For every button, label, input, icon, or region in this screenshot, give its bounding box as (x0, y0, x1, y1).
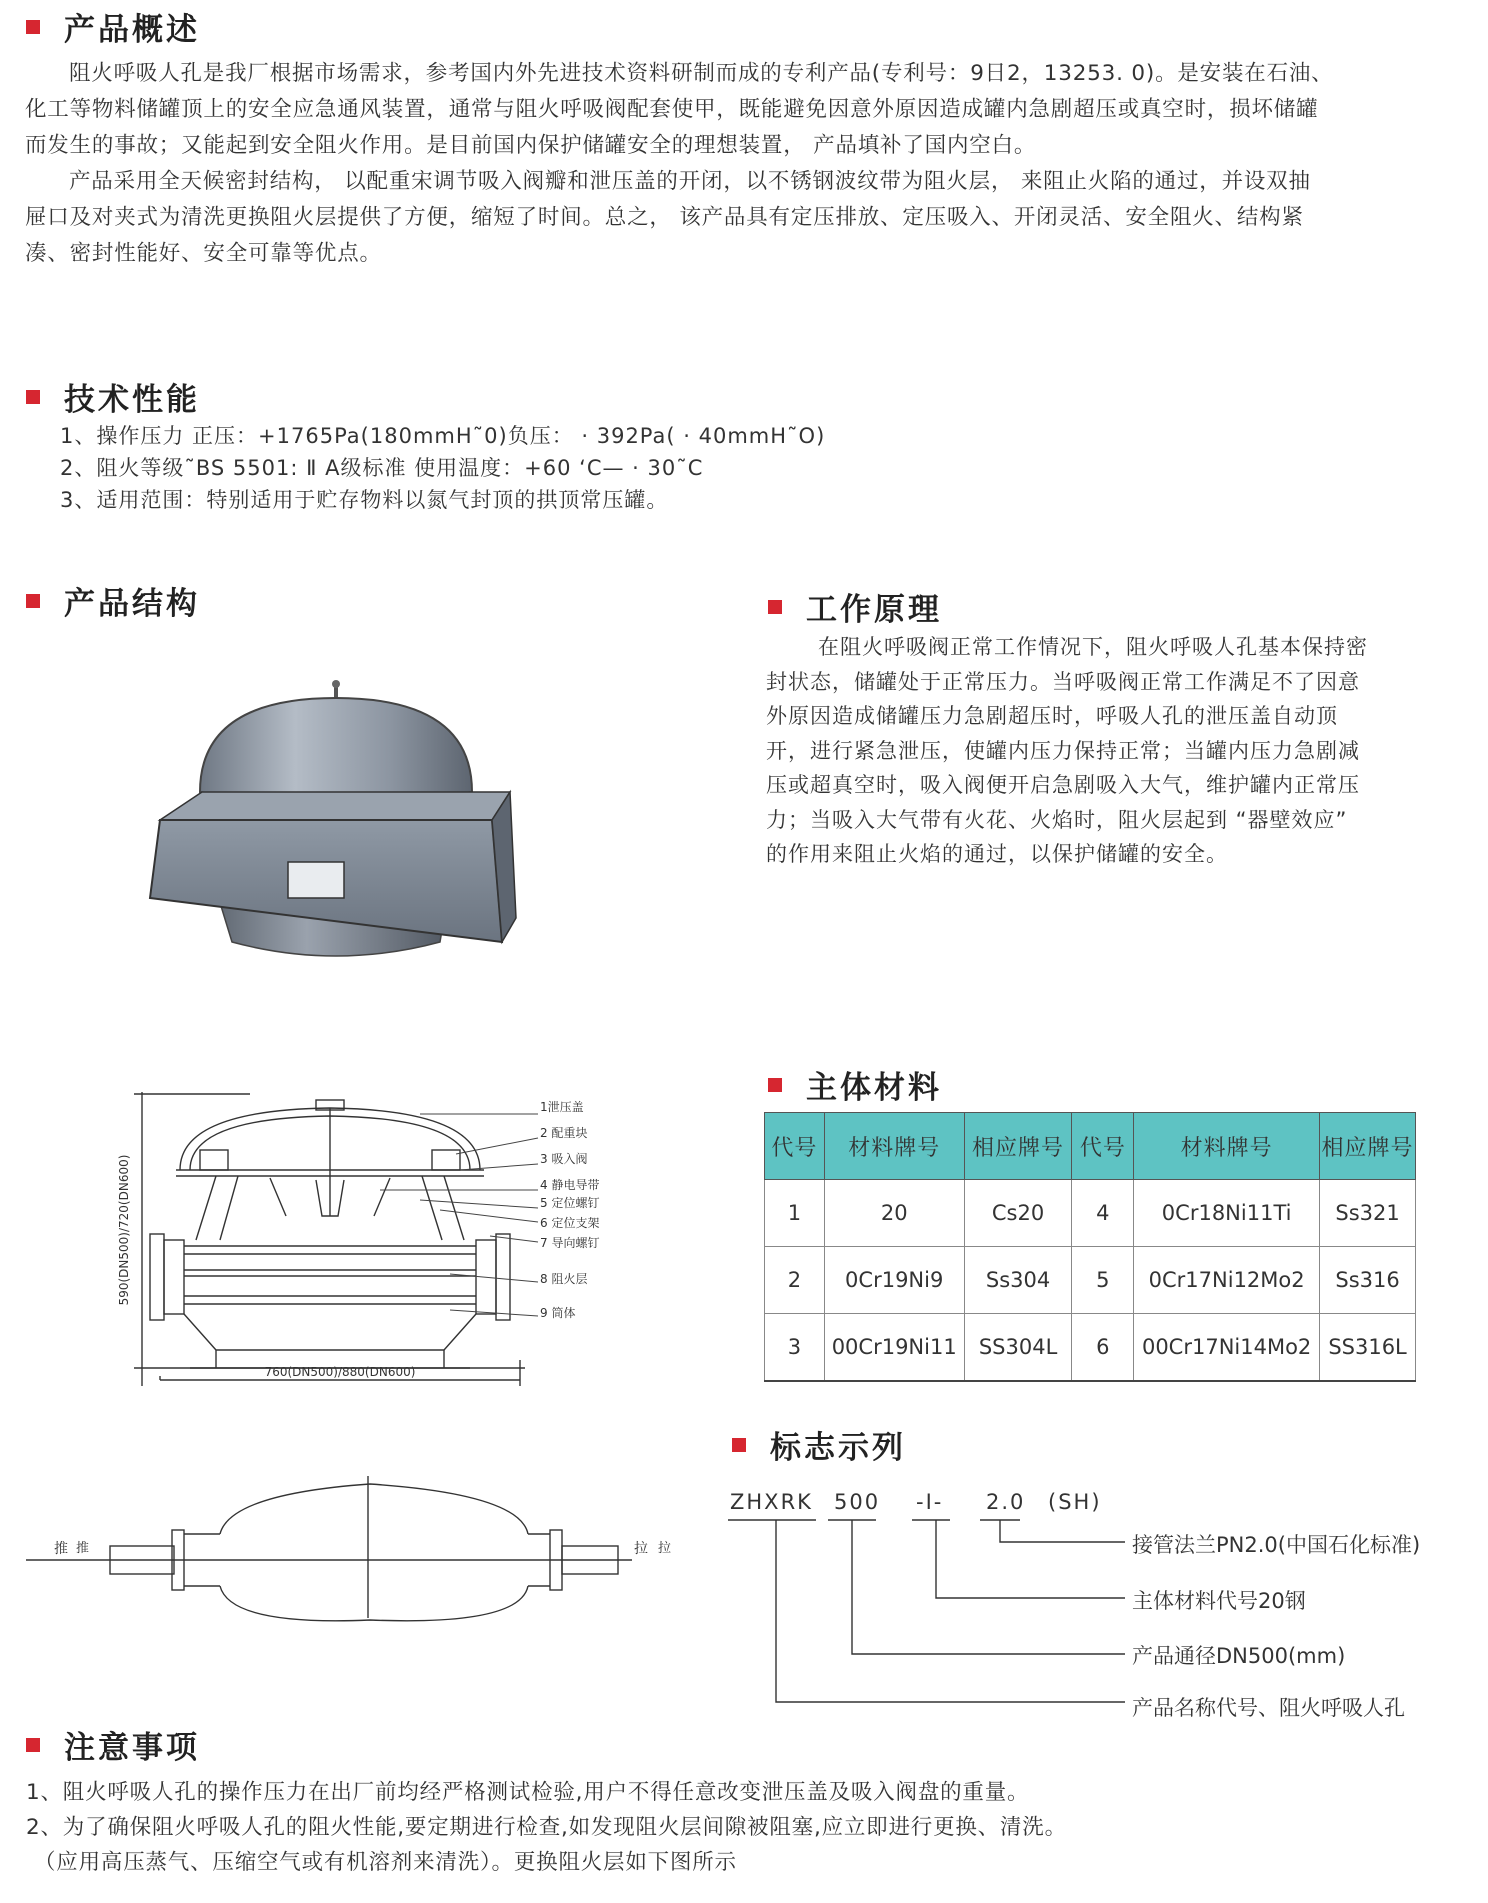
table-cell: 20 (824, 1180, 964, 1247)
tech-body (60, 420, 960, 516)
table-cell: Ss321 (1320, 1180, 1416, 1247)
overview-line: 化工等物料储罐顶上的安全应急通风装置，通常与阻火呼吸阀配套使甲，既能避免因意外原因造成罐内急剧超压或真空时，损坏储罐 (25, 97, 1319, 122)
nameplate (288, 862, 344, 898)
code-part: 2.0 (986, 1490, 1026, 1514)
notes-heading (26, 1722, 200, 1767)
principle-line: 在阻火呼吸阀正常工作情况下，阻火呼吸人孔基本保持密 (818, 635, 1368, 659)
dim-horizontal: 760(DN500)/880(DN600) (264, 1365, 416, 1379)
section-marker-icon (768, 1078, 782, 1092)
col-header: 材料牌号 (1134, 1113, 1320, 1180)
section-marker-icon (732, 1438, 746, 1452)
principle-line: 外原因造成储罐压力急剧超压时，呼吸人孔的泄压盖自动顶 (766, 704, 1338, 728)
marking-title: 标志示列 (770, 1430, 906, 1466)
materials-table (764, 1112, 1416, 1382)
replacement-diagram (20, 1470, 672, 1620)
table-cell: 5 (1072, 1247, 1134, 1314)
code-part: 500 (834, 1490, 881, 1514)
col-header: 代号 (1072, 1113, 1134, 1180)
structure-heading (26, 578, 200, 623)
principle-heading (768, 584, 942, 629)
overview-line: 屉口及对夹式为清洗更换阻火层提供了方便，缩短了时间。总之， 该产品具有定压排放、定压吸入、开闭灵活、安全阻火、结构紧 (25, 205, 1304, 230)
table-cell: 6 (1072, 1314, 1134, 1382)
overview-title: 产品概述 (64, 12, 200, 48)
overview-body (25, 56, 1475, 272)
marking-legend: 产品名称代号、阻火呼吸人孔 (1132, 1696, 1405, 1720)
push-label-text: 推 (54, 1541, 68, 1557)
table-cell: SS316L (1320, 1314, 1416, 1382)
table-cell: Cs20 (964, 1180, 1072, 1247)
note-line: 1、阻火呼吸人孔的操作压力在出厂前均经严格测试检验,用户不得任意改变泄压盖及吸入阀盘的重量。 (26, 1780, 1030, 1805)
notes-title: 注意事项 (64, 1730, 200, 1766)
table-cell: 4 (1072, 1180, 1134, 1247)
marking-legend: 产品通径DN500(mm) (1132, 1644, 1346, 1668)
structure-title: 产品结构 (64, 586, 200, 622)
pull-label-text: 拉 (634, 1541, 648, 1557)
code-part: -I- (916, 1490, 944, 1514)
section-marker-icon (26, 1738, 40, 1752)
table-row (765, 1180, 1416, 1247)
principle-line: 封状态，储罐处于正常压力。当呼吸阀正常工作满足不了因意 (766, 669, 1360, 694)
dim-vertical: 590(DN500)/720(DN600) (117, 1154, 131, 1306)
table-cell: 0Cr17Ni12Mo2 (1134, 1247, 1320, 1314)
materials-heading (768, 1062, 942, 1107)
section-marker-icon (26, 594, 40, 608)
tech-line: 1、操作压力 正压：+1765Pa(180mmH˜0)负压： · 392Pa( · 40mmH˜O) (60, 424, 826, 448)
table-cell: 00Cr17Ni14Mo2 (1134, 1314, 1320, 1382)
table-cell: 1 (765, 1180, 825, 1247)
principle-body (766, 630, 1466, 872)
table-header-row (765, 1113, 1416, 1180)
section-marker-icon (26, 390, 40, 404)
table-cell: 3 (765, 1314, 825, 1382)
section-marker-icon (26, 20, 40, 34)
col-header: 相应牌号 (1320, 1113, 1416, 1180)
tech-line: 3、适用范围：特别适用于贮存物料以氮气封顶的拱顶常压罐。 (60, 488, 669, 512)
overview-line: 产品采用全天候密封结构， 以配重宋调节吸入阀瓣和泄压盖的开闭，以不锈钢波纹带为阻火层， 来阻止火陷的通过，并设双抽 (69, 169, 1311, 194)
principle-line: 的作用来阻止火焰的通过，以保护储罐的安全。 (766, 842, 1228, 866)
note-line: 2、为了确保阻火呼吸人孔的阻火性能,要定期进行检查,如发现阻火层间隙被阻塞,应立即进行更换、清洗。 (26, 1815, 1067, 1840)
principle-line: 开，进行紧急泄压，使罐内压力保持正常；当罐内压力急剧减 (766, 738, 1360, 763)
pull-label: 拉 (658, 1541, 672, 1556)
overview-line: 凑、密封性能好、安全可靠等优点。 (25, 241, 382, 266)
tech-line: 2、阻火等级˜BS 5501: Ⅱ A级标准 使用温度：+60 ‘C— · 30˜C (60, 456, 704, 480)
overview-line: 而发生的事故；又能起到安全阻火作用。是目前国内保护储罐安全的理想装置， 产品填补了国内空白。 (25, 133, 1037, 158)
marking-leader-lines (720, 1518, 1140, 1708)
col-header: 材料牌号 (824, 1113, 964, 1180)
product-photo (140, 680, 520, 990)
marking-legend: 主体材料代号20钢 (1132, 1589, 1306, 1613)
marking-legend: 接管法兰PN2.0(中国石化标准) (1132, 1533, 1421, 1557)
overview-line: 阻火呼吸人孔是我厂根据市场需求，参考国内外先进技术资料研制而成的专利产品(专利号：9日2，13253. 0)。是安装在石油、 (69, 61, 1334, 86)
principle-line: 力；当吸入大气带有火花、火焰时，阻火层起到 “器壁效应” (766, 807, 1348, 832)
table-cell: 00Cr19Ni11 (824, 1314, 964, 1382)
table-row (765, 1247, 1416, 1314)
table-cell: 2 (765, 1247, 825, 1314)
notes-body (26, 1775, 1426, 1880)
col-header: 代号 (765, 1113, 825, 1180)
code-part: (SH) (1048, 1490, 1102, 1514)
marking-heading (732, 1422, 906, 1467)
push-label: 推 (76, 1541, 90, 1556)
table-cell: SS304L (964, 1314, 1072, 1382)
section-marker-icon (768, 600, 782, 614)
table-cell: 0Cr18Ni11Ti (1134, 1180, 1320, 1247)
overview-heading (26, 4, 200, 49)
note-line: （应用高压蒸气、压缩空气或有机溶剂来清洗）。更换阻火层如下图所示 (34, 1850, 737, 1875)
col-header: 相应牌号 (964, 1113, 1072, 1180)
principle-line: 压或超真空时，吸入阀便开启急剧吸入大气，维护罐内正常压 (766, 773, 1360, 797)
tech-heading (26, 374, 200, 419)
tech-title: 技术性能 (64, 382, 200, 418)
materials-title: 主体材料 (806, 1070, 942, 1106)
table-cell: 0Cr19Ni9 (824, 1247, 964, 1314)
table-cell: Ss304 (964, 1247, 1072, 1314)
principle-title: 工作原理 (806, 592, 942, 628)
code-part: ZHXRK (730, 1490, 813, 1514)
table-row (765, 1314, 1416, 1382)
table-cell: Ss316 (1320, 1247, 1416, 1314)
